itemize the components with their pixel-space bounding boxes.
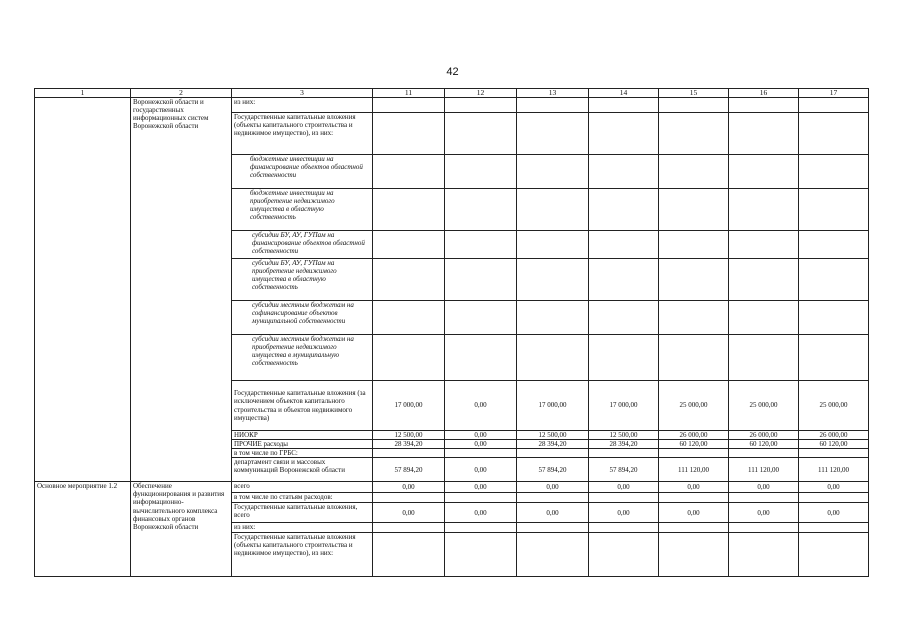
value-cell xyxy=(445,189,517,231)
value-cell: 26 000,00 xyxy=(659,431,729,440)
header-cell: 11 xyxy=(373,89,445,98)
value-cell xyxy=(729,113,799,155)
value-cell xyxy=(445,449,517,458)
value-cell xyxy=(659,189,729,231)
value-cell xyxy=(659,493,729,503)
value-cell: 28 394,20 xyxy=(373,440,445,449)
value-cell xyxy=(659,259,729,301)
value-cell xyxy=(589,523,659,533)
row-label: бюджетные инвестиции на приобретение недвижимого имущества в областную собственность xyxy=(232,189,373,231)
value-cell xyxy=(373,335,445,381)
value-cell xyxy=(659,533,729,577)
value-cell xyxy=(373,493,445,503)
row-label: Государственные капитальные вложения (за исключением объектов капитального строительства и объектов недвижимого имущества) xyxy=(232,381,373,431)
value-cell xyxy=(729,189,799,231)
value-cell: 0,00 xyxy=(445,503,517,523)
row-label: всего xyxy=(232,482,373,493)
value-cell xyxy=(799,113,869,155)
value-cell: 111 120,00 xyxy=(729,458,799,482)
value-cell: 0,00 xyxy=(373,503,445,523)
value-cell: 25 000,00 xyxy=(659,381,729,431)
value-cell: 57 894,20 xyxy=(517,458,589,482)
value-cell xyxy=(589,533,659,577)
block2-col1: Основное мероприятие 1.2 xyxy=(35,482,131,577)
budget-table xyxy=(34,88,869,577)
value-cell xyxy=(589,259,659,301)
header-cell: 16 xyxy=(729,89,799,98)
value-cell xyxy=(517,533,589,577)
row-label: НИОКР xyxy=(232,431,373,440)
value-cell xyxy=(373,259,445,301)
value-cell xyxy=(589,493,659,503)
row-label: ПРОЧИЕ расходы xyxy=(232,440,373,449)
value-cell: 0,00 xyxy=(445,458,517,482)
value-cell xyxy=(799,493,869,503)
header-row xyxy=(35,89,869,98)
block1-col1 xyxy=(35,98,131,482)
value-cell xyxy=(517,155,589,189)
value-cell: 60 120,00 xyxy=(799,440,869,449)
header-cell: 3 xyxy=(232,89,373,98)
value-cell xyxy=(729,301,799,335)
value-cell xyxy=(517,449,589,458)
value-cell xyxy=(799,259,869,301)
block1-col2: Воронежской области и государственных информационных систем Воронежской области xyxy=(131,98,232,482)
value-cell xyxy=(445,113,517,155)
row-label: субсидии местным бюджетам на приобретение недвижимого имущества в муниципальную собственность xyxy=(232,335,373,381)
value-cell xyxy=(799,523,869,533)
value-cell xyxy=(799,301,869,335)
row-label: департамент связи и массовых коммуникаций Воронежской области xyxy=(232,458,373,482)
row-label: Государственные капитальные вложения (объекты капитального строительства и недвижимое имущество), из них: xyxy=(232,113,373,155)
value-cell xyxy=(729,533,799,577)
value-cell xyxy=(517,259,589,301)
value-cell: 60 120,00 xyxy=(659,440,729,449)
value-cell xyxy=(659,523,729,533)
value-cell xyxy=(729,449,799,458)
block2-col2: Обеспечение функционирования и развития информационно-вычислительного комплекса финансовых органов Воронежской области xyxy=(131,482,232,577)
value-cell xyxy=(517,523,589,533)
value-cell: 26 000,00 xyxy=(799,431,869,440)
value-cell xyxy=(729,231,799,259)
value-cell xyxy=(373,98,445,113)
value-cell xyxy=(799,98,869,113)
row-label: субсидии местным бюджетам на софинансирование объектов муниципальной собственности xyxy=(232,301,373,335)
header-cell: 12 xyxy=(445,89,517,98)
header-cell: 13 xyxy=(517,89,589,98)
value-cell: 0,00 xyxy=(517,503,589,523)
value-cell xyxy=(445,301,517,335)
table-row xyxy=(35,98,869,113)
value-cell: 0,00 xyxy=(445,431,517,440)
value-cell xyxy=(445,231,517,259)
table-row xyxy=(35,482,869,493)
row-label: в том числе по статьям расходов: xyxy=(232,493,373,503)
header-cell: 17 xyxy=(799,89,869,98)
value-cell xyxy=(373,523,445,533)
value-cell: 17 000,00 xyxy=(373,381,445,431)
value-cell: 25 000,00 xyxy=(729,381,799,431)
value-cell xyxy=(589,335,659,381)
row-label: Государственные капитальные вложения (объекты капитального строительства и недвижимое имущество), из них: xyxy=(232,533,373,577)
value-cell xyxy=(659,113,729,155)
value-cell: 17 000,00 xyxy=(589,381,659,431)
value-cell xyxy=(659,98,729,113)
page-number: 42 xyxy=(446,66,459,78)
value-cell xyxy=(589,98,659,113)
row-label: субсидии БУ, АУ, ГУПам на финансирование объектов областной собственности xyxy=(232,231,373,259)
value-cell xyxy=(373,155,445,189)
value-cell xyxy=(589,155,659,189)
value-cell xyxy=(589,231,659,259)
value-cell: 60 120,00 xyxy=(729,440,799,449)
value-cell: 26 000,00 xyxy=(729,431,799,440)
row-label: в том числе по ГРБС: xyxy=(232,449,373,458)
value-cell xyxy=(445,493,517,503)
value-cell xyxy=(799,335,869,381)
value-cell xyxy=(517,231,589,259)
value-cell xyxy=(445,98,517,113)
value-cell xyxy=(729,259,799,301)
value-cell xyxy=(729,523,799,533)
value-cell xyxy=(445,259,517,301)
value-cell xyxy=(373,533,445,577)
value-cell xyxy=(517,98,589,113)
value-cell xyxy=(589,113,659,155)
row-label: из них: xyxy=(232,523,373,533)
value-cell xyxy=(517,493,589,503)
value-cell: 57 894,20 xyxy=(373,458,445,482)
value-cell xyxy=(659,155,729,189)
value-cell xyxy=(659,335,729,381)
value-cell: 0,00 xyxy=(589,503,659,523)
value-cell xyxy=(373,231,445,259)
value-cell xyxy=(729,98,799,113)
value-cell xyxy=(589,189,659,231)
header-cell: 2 xyxy=(131,89,232,98)
value-cell: 0,00 xyxy=(517,482,589,493)
value-cell: 0,00 xyxy=(799,503,869,523)
value-cell xyxy=(373,449,445,458)
value-cell xyxy=(799,155,869,189)
value-cell: 28 394,20 xyxy=(517,440,589,449)
value-cell xyxy=(517,113,589,155)
value-cell: 0,00 xyxy=(729,503,799,523)
value-cell xyxy=(517,335,589,381)
value-cell xyxy=(799,231,869,259)
value-cell xyxy=(729,335,799,381)
value-cell: 17 000,00 xyxy=(517,381,589,431)
value-cell xyxy=(445,533,517,577)
row-label: Государственные капитальные вложения, всего xyxy=(232,503,373,523)
value-cell xyxy=(729,155,799,189)
value-cell: 0,00 xyxy=(729,482,799,493)
value-cell xyxy=(517,189,589,231)
value-cell: 0,00 xyxy=(659,482,729,493)
value-cell xyxy=(373,301,445,335)
value-cell: 0,00 xyxy=(659,503,729,523)
value-cell xyxy=(445,155,517,189)
value-cell: 0,00 xyxy=(445,482,517,493)
value-cell: 25 000,00 xyxy=(799,381,869,431)
value-cell: 12 500,00 xyxy=(589,431,659,440)
value-cell: 0,00 xyxy=(445,381,517,431)
value-cell: 57 894,20 xyxy=(589,458,659,482)
value-cell xyxy=(373,113,445,155)
row-label: из них: xyxy=(232,98,373,113)
value-cell: 0,00 xyxy=(445,440,517,449)
value-cell xyxy=(729,493,799,503)
value-cell: 111 120,00 xyxy=(799,458,869,482)
value-cell xyxy=(799,449,869,458)
value-cell xyxy=(589,301,659,335)
header-cell: 14 xyxy=(589,89,659,98)
header-cell: 15 xyxy=(659,89,729,98)
value-cell xyxy=(799,533,869,577)
row-label: бюджетные инвестиции на финансирование объектов областной собственности xyxy=(232,155,373,189)
value-cell: 28 394,20 xyxy=(589,440,659,449)
value-cell xyxy=(659,301,729,335)
value-cell: 12 500,00 xyxy=(373,431,445,440)
row-label: субсидии БУ, АУ, ГУПам на приобретение недвижимого имущества в областную собственность xyxy=(232,259,373,301)
value-cell: 0,00 xyxy=(589,482,659,493)
value-cell xyxy=(799,189,869,231)
value-cell: 111 120,00 xyxy=(659,458,729,482)
value-cell xyxy=(659,449,729,458)
value-cell xyxy=(445,335,517,381)
value-cell xyxy=(373,189,445,231)
value-cell xyxy=(517,301,589,335)
value-cell: 0,00 xyxy=(373,482,445,493)
value-cell: 12 500,00 xyxy=(517,431,589,440)
value-cell xyxy=(589,449,659,458)
header-cell: 1 xyxy=(35,89,131,98)
value-cell xyxy=(445,523,517,533)
value-cell: 0,00 xyxy=(799,482,869,493)
value-cell xyxy=(659,231,729,259)
